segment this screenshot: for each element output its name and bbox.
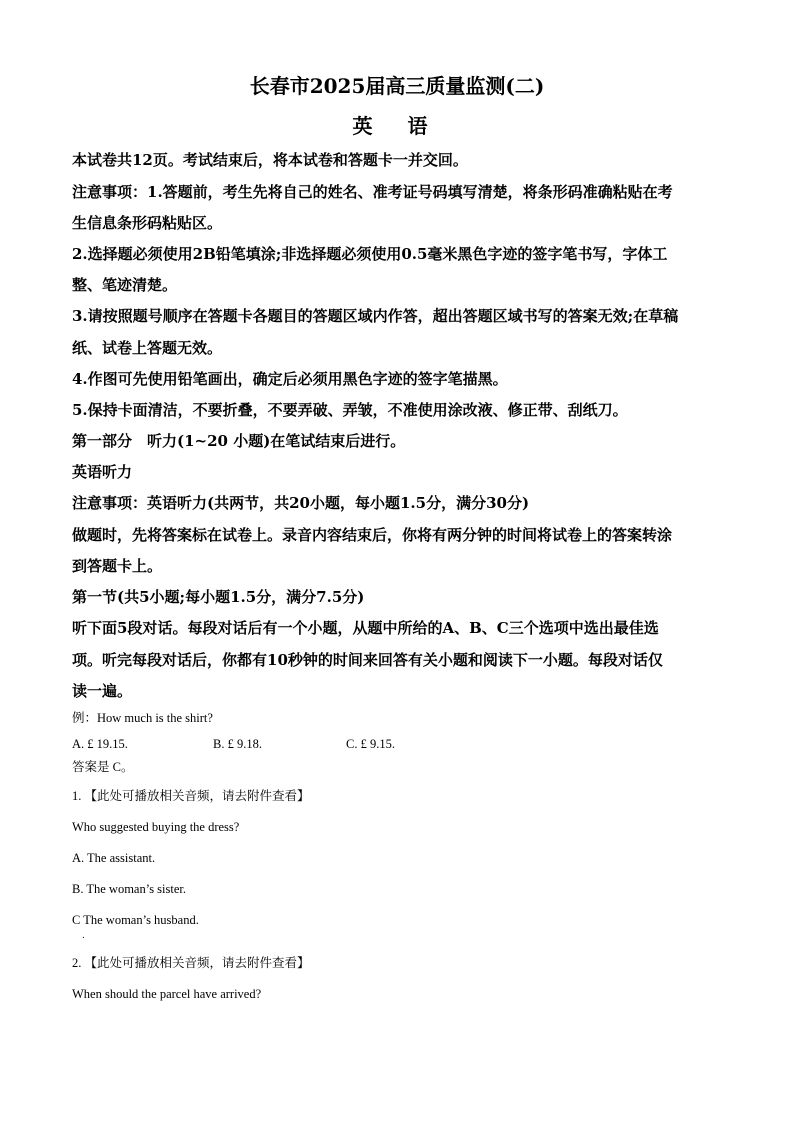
note-5: 5.保持卡面清洁，不要折叠，不要弄破、弄皱，不准使用涂改液、修正带、刮纸刀。 (72, 401, 628, 419)
intro-text: 本试卷共12页。考试结束后，将本试卷和答题卡一并交回。 (72, 151, 468, 169)
listening-instr-a: 做题时，先将答案标在试卷上。录音内容结束后，你将有两分钟的时间将试卷上的答案转涂 (72, 526, 673, 544)
example-option-b: B. £ 9.18. (213, 737, 262, 751)
q2-question: When should the parcel have arrived? (72, 987, 262, 1001)
section1-instr-b: 项。听完每段对话后，你都有10秒钟的时间来回答有关小题和阅读下一小题。每段对话仅 (72, 651, 663, 669)
note-3b: 纸、试卷上答题无效。 (72, 339, 223, 357)
section1-instr-c: 读一遍。 (72, 682, 133, 700)
example-option-c: C. £ 9.15. (346, 737, 395, 751)
listening-heading: 英语听力 (72, 463, 133, 481)
subject-title: 英 语 (352, 114, 442, 138)
note-1b: 生信息条形码粘贴区。 (72, 214, 223, 232)
note-2b: 整、笔迹清楚。 (72, 276, 178, 294)
listening-instr-b: 到答题卡上。 (72, 557, 163, 575)
note-1a: 注意事项：1.答题前，考生先将自己的姓名、准考证号码填写清楚，将条形码准确粘贴在考 (72, 183, 673, 201)
q2-header: 2. 【此处可播放相关音频，请去附件查看】 (72, 956, 310, 970)
section1-instr-a: 听下面5段对话。每段对话后有一个小题，从题中所给的A、B、C三个选项中选出最佳选 (72, 619, 659, 637)
note-3a: 3.请按照题号顺序在答题卡各题目的答题区域内作答，超出答题区域书写的答案无效;在草稿 (72, 307, 679, 325)
example-option-a: A. £ 19.15. (72, 737, 128, 751)
part1-heading: 第一部分 听力(1~20 小题)在笔试结束后进行。 (72, 432, 406, 450)
stray-dot: . (82, 931, 85, 941)
q1-header: 1. 【此处可播放相关音频，请去附件查看】 (72, 789, 310, 803)
note-2a: 2.选择题必须使用2B铅笔填涂;非选择题必须使用0.5毫米黑色字迹的签字笔书写，字体工 (72, 245, 668, 263)
q1-option-c: C The woman’s husband. (72, 913, 199, 927)
example-answer: 答案是 C。 (72, 760, 134, 774)
listening-note: 注意事项：英语听力(共两节，共20小题，每小题1.5分，满分30分) (72, 494, 530, 512)
section1-heading: 第一节(共5小题;每小题1.5分，满分7.5分) (72, 588, 365, 606)
exam-title: 长春市2025届高三质量监测(二) (249, 74, 545, 98)
note-4: 4.作图可先使用铅笔画出，确定后必须用黑色字迹的签字笔描黑。 (72, 370, 508, 388)
q1-question: Who suggested buying the dress? (72, 820, 240, 834)
example-question: 例：How much is the shirt? (72, 711, 213, 725)
q1-option-b: B. The woman’s sister. (72, 882, 187, 896)
q1-option-a: A. The assistant. (72, 851, 156, 865)
